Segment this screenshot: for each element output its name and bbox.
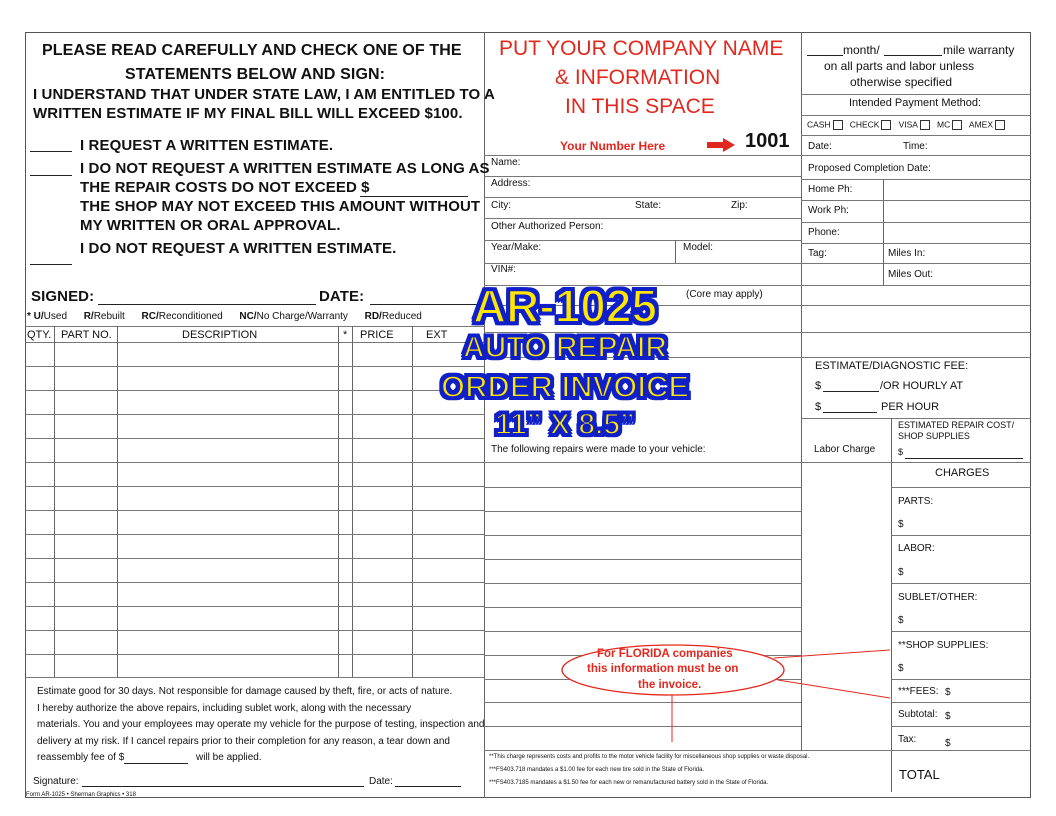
repair-row-line <box>484 511 801 512</box>
terms-line-4: delivery at my risk. If I cancel repairs prior to their completion for any reason, a tear down and <box>37 736 450 747</box>
option2-line2: THE REPAIR COSTS DO NOT EXCEED $ <box>80 179 370 196</box>
date-field-label: Date: <box>808 141 832 152</box>
option3-text: I DO NOT REQUEST A WRITTEN ESTIMATE. <box>80 240 397 257</box>
signature-date-label: Date: <box>369 776 393 787</box>
repair-row-line <box>484 487 801 488</box>
completion-label: Proposed Completion Date: <box>808 163 931 174</box>
time-field-label: Time: <box>903 141 928 152</box>
home-phone-label: Home Ph: <box>808 184 853 195</box>
terms-line-1: Estimate good for 30 days. Not responsible for damage caused by theft, fire, or acts of nature. <box>37 686 453 697</box>
parts-col-divider <box>54 326 55 677</box>
est-cost-line1: ESTIMATED REPAIR COST/ <box>898 420 1015 430</box>
warranty-month-field[interactable] <box>807 55 843 56</box>
parts-row-line <box>25 606 484 607</box>
option2-line3: THE SHOP MAY NOT EXCEED THIS AMOUNT WITHOUT <box>80 198 481 215</box>
law-line-2: WRITTEN ESTIMATE IF MY FINAL BILL WILL EXCEED $100. <box>33 105 463 122</box>
signed-field[interactable] <box>98 304 316 305</box>
florida-note-line3: the invoice. <box>638 679 702 691</box>
hourly-dollar: $ <box>815 380 822 392</box>
warranty-mile-field[interactable] <box>884 55 942 56</box>
col-description: DESCRIPTION <box>182 329 258 341</box>
warranty-line-3: otherwise specified <box>850 75 953 89</box>
parts-row-line <box>25 558 484 559</box>
visa-checkbox[interactable] <box>920 120 930 130</box>
option1-checkline[interactable] <box>30 151 72 152</box>
subtotal-dollar: $ <box>945 711 951 722</box>
labor-charge-label: Labor Charge <box>814 444 876 455</box>
terms-line-3: materials. You and your employees may operate my vehicle for the purpose of testing, inspection and <box>37 719 485 730</box>
repair-row-line <box>484 631 801 632</box>
code-legend: * U/Used R/Rebuilt RC/Reconditioned NC/No Charge/Warranty RD/Reduced <box>27 311 422 322</box>
signed-label: SIGNED: <box>31 288 95 305</box>
total-label: TOTAL <box>899 767 940 782</box>
overlay-form-number: AR-1025 <box>472 280 658 332</box>
model-label: Model: <box>683 242 714 253</box>
year-make-label: Year/Make: <box>491 242 542 253</box>
amex-checkbox[interactable] <box>995 120 1005 130</box>
per-hour-label: PER HOUR <box>881 401 940 413</box>
parts-col-divider <box>338 326 339 677</box>
charges-header: CHARGES <box>935 467 990 479</box>
your-number-label: Your Number Here <box>560 139 666 153</box>
parts-row-line <box>25 510 484 511</box>
col-price: PRICE <box>360 329 394 341</box>
sublet-label: SUBLET/OTHER: <box>898 592 978 603</box>
parts-row-line <box>25 414 484 415</box>
warranty-mile: mile warranty <box>943 43 1015 57</box>
parts-dollar: $ <box>898 519 904 530</box>
repair-row-line <box>484 559 801 560</box>
option2-line4: MY WRITTEN OR ORAL APPROVAL. <box>80 217 341 234</box>
fees-label: ***FEES: <box>898 686 939 697</box>
option1-text: I REQUEST A WRITTEN ESTIMATE. <box>80 137 334 154</box>
company-line-3: IN THIS SPACE <box>565 95 715 118</box>
parts-row-line <box>25 486 484 487</box>
repair-row-line <box>484 607 801 608</box>
parts-col-divider <box>117 326 118 677</box>
form-footer: Form AR-1025 • Sherman Graphics • 318 <box>26 792 136 798</box>
repair-row-line <box>484 583 801 584</box>
overlay-line-4: 11” X 8.5” <box>494 408 636 441</box>
state-label: State: <box>635 200 662 211</box>
repair-row-line <box>484 535 801 536</box>
option2-line1: I DO NOT REQUEST A WRITTEN ESTIMATE AS LONG AS <box>80 160 490 177</box>
cash-checkbox[interactable] <box>833 120 843 130</box>
shop-supplies-dollar: $ <box>898 663 904 674</box>
other-person-label: Other Authorized Person: <box>491 221 604 232</box>
teardown-fee-field[interactable] <box>124 763 188 764</box>
footnote-2: ***FS403.718 mandates a $1.00 fee for each new tire sold in the State of Florida. <box>489 767 705 773</box>
invoice-number: 1001 <box>745 130 790 152</box>
col-ext: EXT <box>426 329 448 341</box>
payment-method-label: Intended Payment Method: <box>849 97 982 109</box>
address-label: Address: <box>491 178 531 189</box>
tag-label: Tag: <box>808 248 827 259</box>
parts-row-line <box>25 630 484 631</box>
tax-dollar: $ <box>945 738 951 749</box>
parts-row-line <box>25 366 484 367</box>
signature-label: Signature: <box>33 776 79 787</box>
signature-date-field[interactable] <box>395 786 461 787</box>
warranty-line-2: on all parts and labor unless <box>824 59 975 73</box>
vin-label: VIN#: <box>491 264 517 275</box>
left-heading-1: PLEASE READ CAREFULLY AND CHECK ONE OF THE <box>42 42 462 59</box>
parts-row-line <box>25 438 484 439</box>
option2-checkline[interactable] <box>30 175 72 176</box>
subtotal-label: Subtotal: <box>898 709 938 720</box>
sublet-dollar: $ <box>898 615 904 626</box>
left-heading-2: STATEMENTS BELOW AND SIGN: <box>125 66 386 83</box>
miles-in-label: Miles In: <box>888 248 926 259</box>
shop-supplies-label: **SHOP SUPPLIES: <box>898 640 989 651</box>
overlay-line-2: AUTO REPAIR <box>463 331 667 364</box>
per-hour-dollar: $ <box>815 401 822 413</box>
payment-options: CASH CHECK VISA MC AMEX <box>807 120 1005 130</box>
terms-line-5b: will be applied. <box>196 752 262 763</box>
footnote-1: **This charge represents costs and profits to the motor vehicle facility for miscellaneous shop supplies or waste disposal. <box>489 754 810 760</box>
option3-checkline[interactable] <box>30 264 72 265</box>
parts-row-line <box>25 534 484 535</box>
per-hour-amount-field[interactable] <box>823 412 877 413</box>
parts-charge-label: PARTS: <box>898 496 934 507</box>
col-star: * <box>343 329 348 341</box>
parts-col-divider <box>352 326 353 677</box>
parts-row-line <box>25 582 484 583</box>
est-cost-dollar: $ <box>898 447 904 457</box>
tax-label: Tax: <box>898 734 917 745</box>
florida-note-line1: For FLORIDA companies <box>597 648 733 660</box>
check-checkbox[interactable] <box>881 120 891 130</box>
est-cost-field[interactable] <box>905 458 1023 459</box>
signature-field[interactable] <box>82 786 364 787</box>
est-cost-line2: SHOP SUPPLIES <box>898 431 970 441</box>
fees-dollar: $ <box>945 687 951 698</box>
hourly-amount-field[interactable] <box>823 391 879 392</box>
phone-label: Phone: <box>808 227 840 238</box>
warranty-month: month/ <box>843 43 880 57</box>
work-phone-label: Work Ph: <box>808 205 849 216</box>
repairs-label: The following repairs were made to your vehicle: <box>491 444 706 455</box>
col-qty: QTY. <box>27 329 52 341</box>
law-line-1: I UNDERSTAND THAT UNDER STATE LAW, I AM ENTITLED TO A <box>33 86 495 103</box>
date-label: DATE: <box>319 288 365 305</box>
hourly-label: /OR HOURLY AT <box>880 380 964 392</box>
estimate-fee-label: ESTIMATE/DIAGNOSTIC FEE: <box>815 360 969 372</box>
labor-dollar: $ <box>898 567 904 578</box>
arrow-right-icon <box>707 138 735 152</box>
overlay-line-3: ORDER INVOICE <box>440 369 690 404</box>
name-label: Name: <box>491 157 521 168</box>
miles-out-label: Miles Out: <box>888 269 934 280</box>
terms-line-5: reassembly fee of $ <box>37 752 125 763</box>
parts-row-line <box>25 462 484 463</box>
terms-line-2: I hereby authorize the above repairs, including sublet work, along with the necessary <box>37 703 412 714</box>
labor-charge-total-label: LABOR: <box>898 543 935 554</box>
zip-label: Zip: <box>731 200 748 211</box>
repair-limit-field[interactable] <box>360 196 468 197</box>
company-line-1: PUT YOUR COMPANY NAME <box>499 37 784 60</box>
core-note: (Core may apply) <box>686 289 763 300</box>
mc-checkbox[interactable] <box>952 120 962 130</box>
footnote-3: ***FS403.7185 mandates a $1.50 fee for each new or remanufactured battery sold in the State of Florida. <box>489 780 769 786</box>
col-part-no: PART NO. <box>61 329 112 341</box>
company-line-2: & INFORMATION <box>555 66 721 89</box>
city-label: City: <box>491 200 511 211</box>
florida-note-line2: this information must be on <box>587 663 739 675</box>
parts-row-line <box>25 654 484 655</box>
